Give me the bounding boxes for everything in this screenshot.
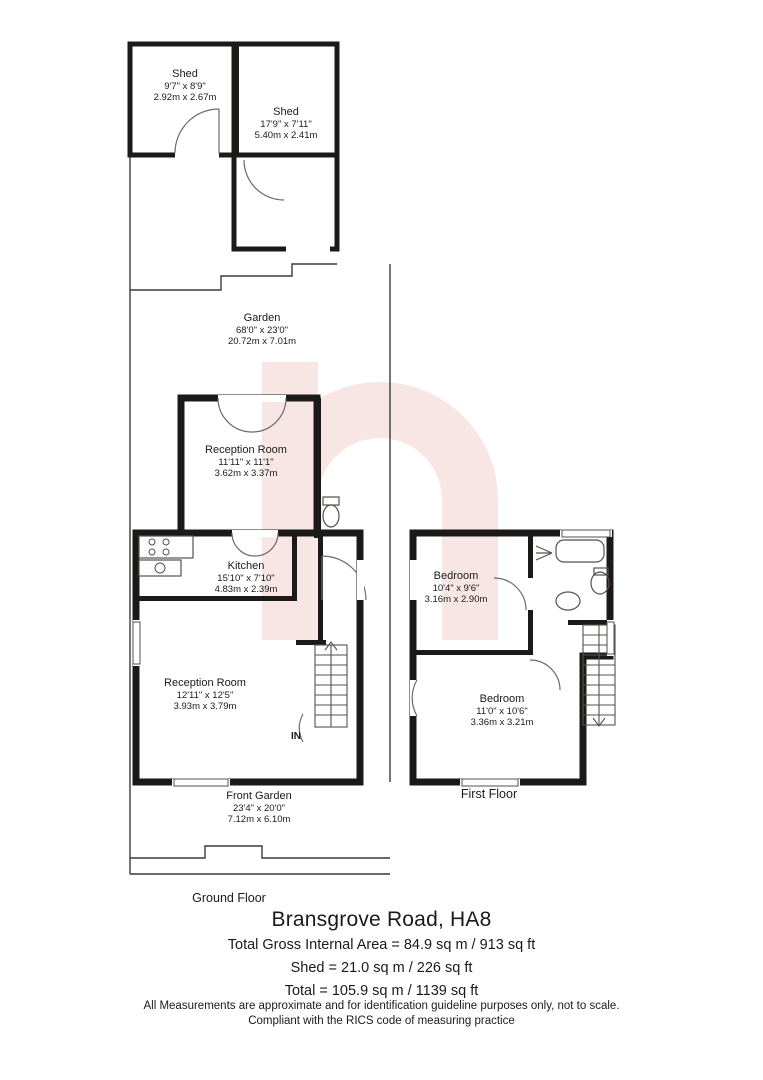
garden-path <box>130 264 337 290</box>
room-label-kitchen <box>171 560 321 595</box>
room-dims-imperial: 23'4" x 20'0" <box>232 802 286 814</box>
first-floor-walls <box>410 530 615 786</box>
room-dims-imperial: 11'0" x 10'6" <box>476 705 528 717</box>
room-dims-imperial: 10'4" x 9'6" <box>432 582 480 594</box>
room-name: Garden <box>243 312 281 324</box>
room-name: Kitchen <box>227 560 265 572</box>
total-gross-internal-area: Total Gross Internal Area = 84.9 sq m / 913 sq ft <box>227 937 536 953</box>
room-label-bedroom-2 <box>437 693 567 728</box>
total-area: Total = 105.9 sq m / 1139 sq ft <box>284 983 479 999</box>
room-dims-metric: 3.36m x 3.21m <box>470 717 534 729</box>
room-dims-metric: 3.62m x 3.37m <box>214 468 278 480</box>
front-garden-path <box>130 846 390 858</box>
room-label-garden <box>187 312 337 347</box>
room-dims-metric: 5.40m x 2.41m <box>254 130 318 142</box>
room-dims-imperial: 11'11" x 11'1" <box>218 456 274 468</box>
room-dims-metric: 3.93m x 3.79m <box>173 701 237 713</box>
room-dims-metric: 20.72m x 7.01m <box>227 336 297 348</box>
room-name: Reception Room <box>164 677 246 689</box>
entrance-in-label: IN <box>291 731 301 742</box>
room-name: Bedroom <box>479 693 525 705</box>
room-name: Shed <box>273 106 299 118</box>
room-dims-imperial: 9'7" x 8'9" <box>164 80 206 92</box>
room-label-reception-room-2 <box>130 677 280 712</box>
room-dims-imperial: 68'0" x 23'0" <box>235 324 289 336</box>
floor-name-ground: Ground Floor <box>192 891 266 905</box>
room-dims-imperial: 15'10" x 7'10" <box>217 572 275 584</box>
room-label-reception-room-1 <box>171 444 321 479</box>
room-dims-imperial: 17'9" x 7'11" <box>260 118 312 130</box>
room-dims-imperial: 12'11" x 12'5" <box>176 689 234 701</box>
property-title: Bransgrove Road, HA8 <box>271 908 492 931</box>
room-label-bedroom-1 <box>391 570 521 605</box>
disclaimer-rics: Compliant with the RICS code of measuring practice <box>248 1015 515 1027</box>
room-dims-metric: 2.92m x 2.67m <box>153 92 217 104</box>
floor-name-first: First Floor <box>460 787 518 801</box>
room-dims-metric: 7.12m x 6.10m <box>227 814 291 826</box>
room-name: Front Garden <box>226 790 292 802</box>
room-label-front-garden <box>184 790 334 825</box>
room-dims-metric: 3.16m x 2.90m <box>424 594 488 606</box>
disclaimer-measurements: All Measurements are approximate and for identification guideline purposes only, not to scale. <box>143 1000 620 1012</box>
room-name: Shed <box>172 68 198 80</box>
room-label-shed-1 <box>135 68 235 103</box>
room-name: Reception Room <box>205 444 287 456</box>
room-label-shed-2 <box>236 106 336 141</box>
shed-area: Shed = 21.0 sq m / 226 sq ft <box>290 960 473 976</box>
room-name: Bedroom <box>433 570 479 582</box>
room-dims-metric: 4.83m x 2.39m <box>214 584 278 596</box>
